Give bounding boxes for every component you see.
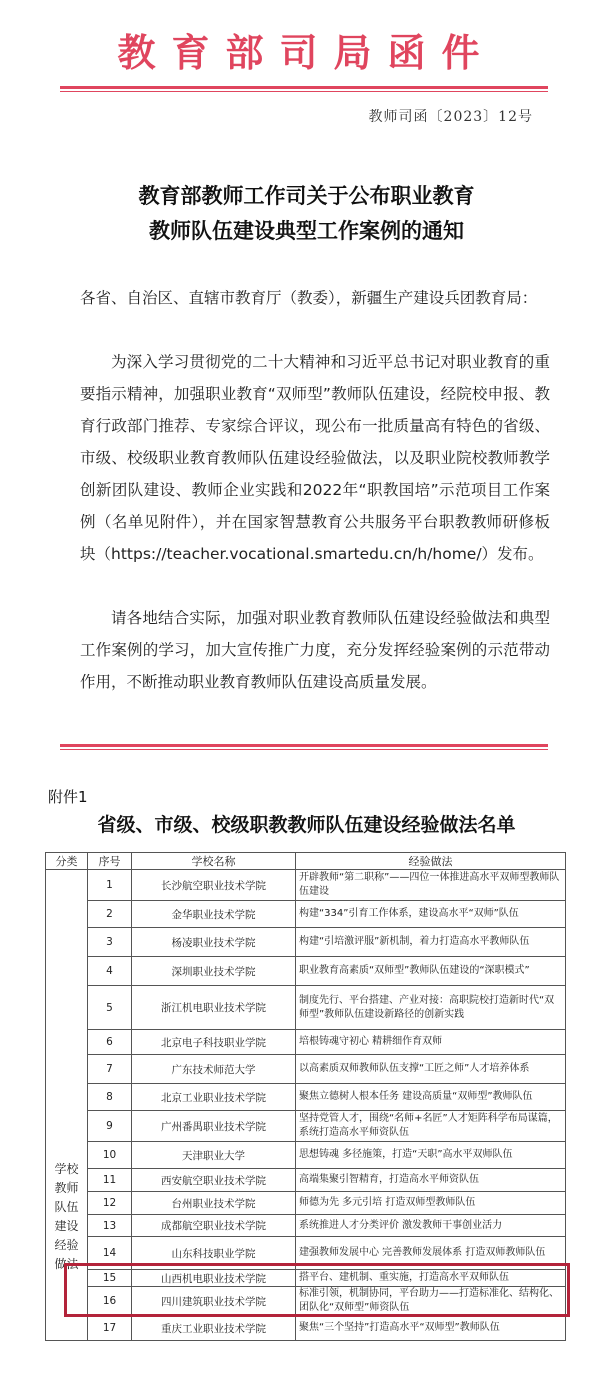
- school-name: 北京电子科技职业学院: [132, 1030, 296, 1055]
- approach-text: 聚焦“三个坚持”打造高水平“双师型”教师队伍: [296, 1316, 566, 1341]
- row-number: 17: [88, 1316, 132, 1341]
- masthead-rule-thick: [60, 86, 548, 89]
- divider-rule-thin: [60, 749, 548, 750]
- table-row: [46, 957, 566, 986]
- row-number: 10: [88, 1142, 132, 1169]
- school-name: 山西机电职业技术学院: [132, 1270, 296, 1287]
- approach-text: 以高素质双师教师队伍支撑“工匠之师”人才培养体系: [296, 1055, 566, 1084]
- annex-label: 附件1: [48, 788, 88, 806]
- row-number: 5: [88, 986, 132, 1030]
- masthead-rule-thin: [60, 91, 548, 92]
- row-number: 8: [88, 1084, 132, 1111]
- row-number: 1: [88, 870, 132, 901]
- school-name: 西安航空职业技术学院: [132, 1169, 296, 1192]
- approach-text: 构建“引培激评服”新机制，着力打造高水平教师队伍: [296, 928, 566, 957]
- notice-title-line-2: 教师队伍建设典型工作案例的通知: [149, 219, 464, 243]
- school-name: 长沙航空职业技术学院: [132, 870, 296, 901]
- table-row: [46, 1111, 566, 1142]
- approach-text: 系统推进人才分类评价 激发教师干事创业活力: [296, 1215, 566, 1237]
- table-row: [46, 1192, 566, 1215]
- school-name: 台州职业技术学院: [132, 1192, 296, 1215]
- row-number: 15: [88, 1270, 132, 1287]
- approach-text: 构建“334”引育工作体系，建设高水平“双师”队伍: [296, 901, 566, 928]
- table-row: [46, 1316, 566, 1341]
- school-name: 四川建筑职业技术学院: [132, 1287, 296, 1316]
- document-number: 教师司函〔2023〕12号: [368, 109, 533, 125]
- approach-text: 标准引领，机制协同，平台助力——打造标准化、结构化、团队化“双师型”师资队伍: [296, 1287, 566, 1316]
- school-name: 金华职业技术学院: [132, 901, 296, 928]
- approach-text: 建强教师发展中心 完善教师发展体系 打造双师教师队伍: [296, 1237, 566, 1270]
- header-number: 序号: [88, 853, 132, 870]
- approach-text: 搭平台、建机制、重实施，打造高水平双师队伍: [296, 1270, 566, 1287]
- header-school: 学校名称: [132, 853, 296, 870]
- school-name: 浙江机电职业技术学院: [132, 986, 296, 1030]
- highlight-box: [64, 1263, 570, 1317]
- school-name: 广州番禺职业技术学院: [132, 1111, 296, 1142]
- header-approach: 经验做法: [296, 853, 566, 870]
- approach-text: 聚焦立德树人根本任务 建设高质量“双师型”教师队伍: [296, 1084, 566, 1111]
- table-row: [46, 1169, 566, 1192]
- row-number: 16: [88, 1287, 132, 1316]
- row-number: 4: [88, 957, 132, 986]
- school-name: 北京工业职业技术学院: [132, 1084, 296, 1111]
- row-number: 3: [88, 928, 132, 957]
- approach-text: 制度先行、平台搭建、产业对接：高职院校打造新时代“双师型”教师队伍建设新路径的创新实践: [296, 986, 566, 1030]
- row-number: 9: [88, 1111, 132, 1142]
- school-name: 杨凌职业技术学院: [132, 928, 296, 957]
- category-cell: 学校教师队伍建设经验做法: [46, 870, 88, 1341]
- table-row: [46, 928, 566, 957]
- row-number: 11: [88, 1169, 132, 1192]
- divider-rule-thick: [60, 744, 548, 747]
- salutation: 各省、自治区、直辖市教育厅（教委），新疆生产建设兵团教育局：: [80, 289, 538, 307]
- table-row: [46, 1030, 566, 1055]
- row-number: 13: [88, 1215, 132, 1237]
- table-header-row: [46, 853, 566, 870]
- school-name: 成都航空职业技术学院: [132, 1215, 296, 1237]
- school-name: 广东技术师范大学: [132, 1055, 296, 1084]
- row-number: 2: [88, 901, 132, 928]
- table-row: [46, 1084, 566, 1111]
- annex-title: 省级、市级、校级职教教师队伍建设经验做法名单: [97, 814, 516, 836]
- row-number: 14: [88, 1237, 132, 1270]
- masthead-title: 教育部司局函件: [117, 30, 496, 75]
- approach-text: 开辟教师“第二职称”——四位一体推进高水平双师型教师队伍建设: [296, 870, 566, 901]
- body-paragraph-1: 为深入学习贯彻党的二十大精神和习近平总书记对职业教育的重要指示精神，加强职业教育“双师型”教师队伍建设，经院校申报、教育行政部门推荐、专家综合评议，现公布一批质量高有特色的省级、市级、校级职业教育教师队伍建设经验做法，以及职业院校教师教学创新团队建设、教师企业实践和2022年“职教国培”示范项目工作案例（名单见附件），并在国家智慧教育公共服务平台职教教师研修板块（https://teacher.vocational.smartedu.cn/h/home/）发布。: [80, 353, 550, 563]
- row-number: 7: [88, 1055, 132, 1084]
- row-number: 6: [88, 1030, 132, 1055]
- school-name: 山东科技职业学院: [132, 1237, 296, 1270]
- approach-text: 培根铸魂守初心 精耕细作育双师: [296, 1030, 566, 1055]
- approach-text: 坚持党管人才，围绕“名师+名匠”人才矩阵科学布局谋篇，系统打造高水平师资队伍: [296, 1111, 566, 1142]
- table-row: [46, 986, 566, 1030]
- approach-text: 高端集聚引智精育，打造高水平师资队伍: [296, 1169, 566, 1192]
- header-category: 分类: [46, 853, 88, 870]
- body-paragraph-2: 请各地结合实际，加强对职业教育教师队伍建设经验做法和典型工作案例的学习，加大宣传推广力度，充分发挥经验案例的示范带动作用，不断推动职业教育教师队伍建设高质量发展。: [80, 609, 550, 691]
- school-name: 深圳职业技术学院: [132, 957, 296, 986]
- table-row: [46, 870, 566, 901]
- table-row: [46, 1215, 566, 1237]
- approach-text: 师德为先 多元引培 打造双师型教师队伍: [296, 1192, 566, 1215]
- notice-title-line-1: 教育部教师工作司关于公布职业教育: [138, 184, 475, 208]
- table-row: [46, 901, 566, 928]
- approach-text: 职业教育高素质“双师型”教师队伍建设的“深职模式”: [296, 957, 566, 986]
- table-row: [46, 1142, 566, 1169]
- approach-text: 思想铸魂 多径施策，打造“天职”高水平双师队伍: [296, 1142, 566, 1169]
- school-name: 天津职业大学: [132, 1142, 296, 1169]
- row-number: 12: [88, 1192, 132, 1215]
- table-row: [46, 1055, 566, 1084]
- school-name: 重庆工业职业技术学院: [132, 1316, 296, 1341]
